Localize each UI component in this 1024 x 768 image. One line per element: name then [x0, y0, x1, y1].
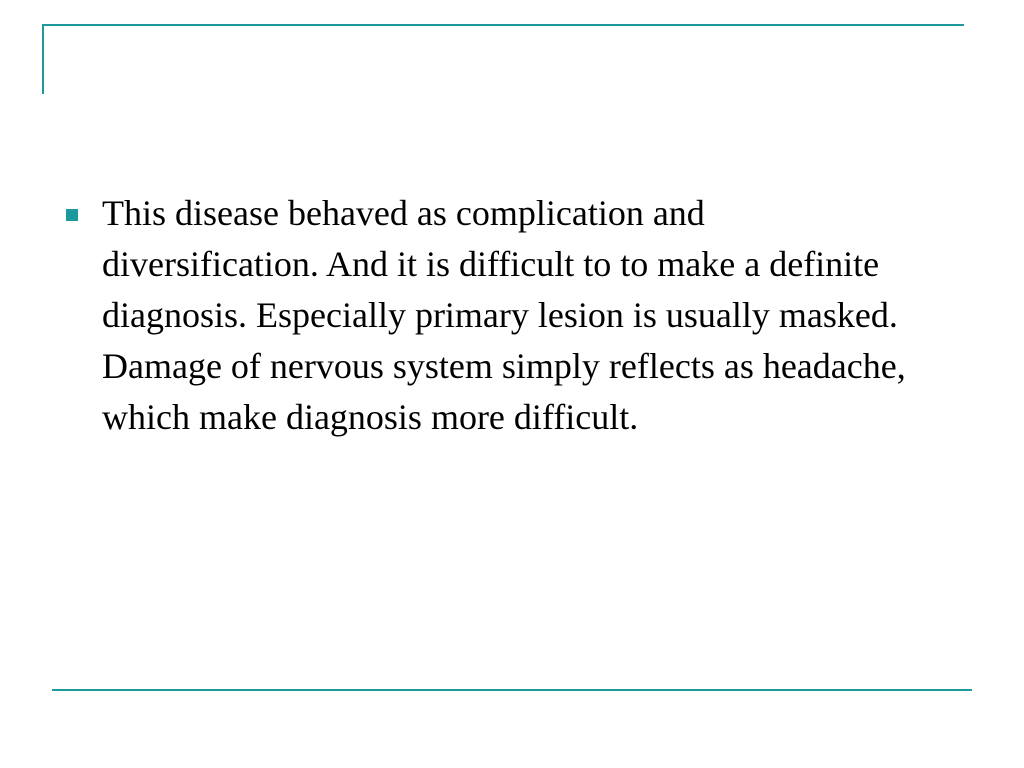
bullet-item — [62, 188, 922, 443]
bottom-rule-divider — [52, 689, 972, 691]
left-rule-divider — [42, 24, 44, 94]
square-bullet-icon — [66, 209, 78, 221]
top-rule-divider — [42, 24, 964, 26]
bullet-text: This disease behaved as complication and diversification. And it is difficult to to make a definite diagnosis. Especially primary lesion is usually masked. Damage of nervous system simply reflects as headache, which make diagnosis more difficult. — [102, 193, 906, 437]
bullet-list — [62, 188, 922, 443]
